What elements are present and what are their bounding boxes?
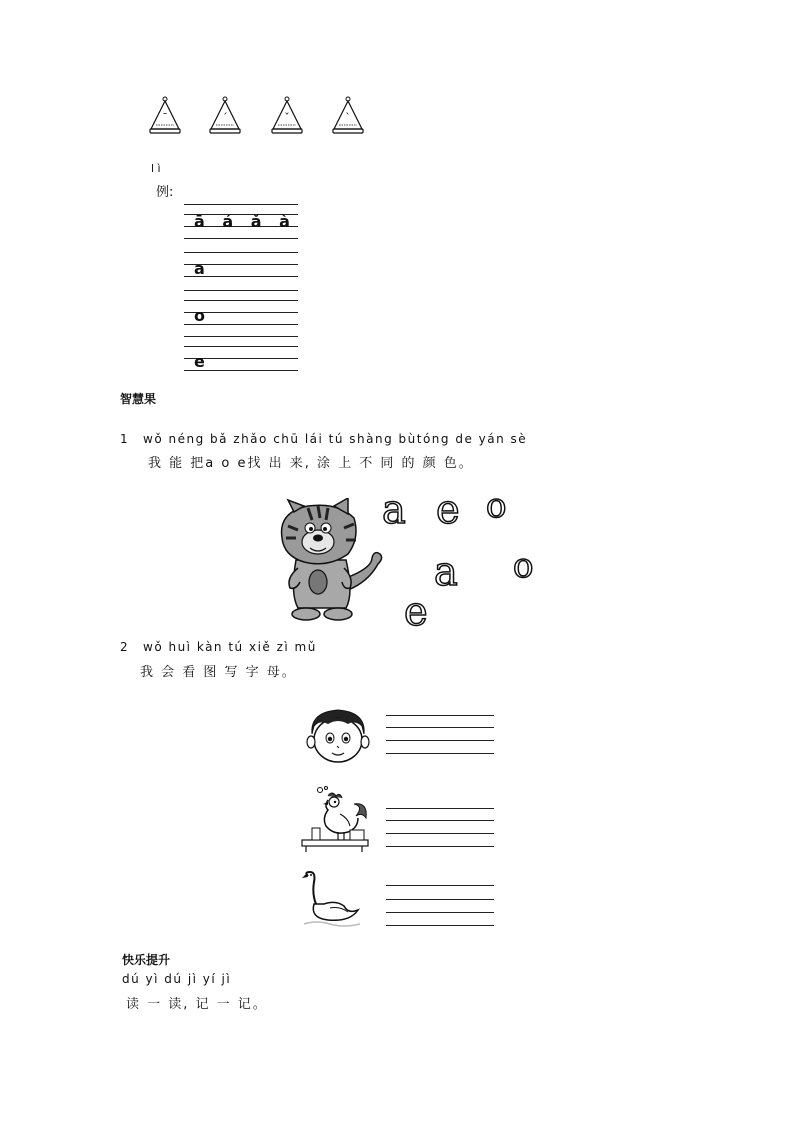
letter-a-1[interactable]: a [382, 487, 406, 533]
example-row-tones: ā á ǎ à [194, 212, 296, 231]
letter-e-2[interactable]: e [404, 589, 428, 635]
tone-mark: ˋ [345, 111, 351, 124]
task1-hanzi: 我 能 把a o e找 出 来, 涂 上 不 同 的 颜 色。 [148, 456, 474, 471]
writing-grid [184, 204, 298, 384]
rooster-picture [298, 784, 374, 854]
tone-hat-fourth [331, 96, 365, 136]
letter-o-2[interactable]: o [513, 546, 534, 586]
letter-e-1[interactable]: e [436, 487, 460, 533]
task2-hanzi: 我 会 看 图 写 字 母。 [140, 665, 297, 680]
child-face-picture [304, 706, 372, 766]
example-row-e: e [194, 352, 211, 371]
tone-mark: ˊ [222, 111, 228, 124]
tone-mark: ˇ [284, 111, 290, 124]
section-title-zhihuiguo: 智慧果 [120, 392, 157, 406]
tone-hat-first [148, 96, 182, 136]
kuaile-hanzi: 读 一 读, 记 一 记。 [126, 997, 268, 1012]
example-label: 例: [156, 185, 174, 200]
tiger-illustration [268, 498, 388, 626]
task2-pinyin: wǒ huì kàn tú xiě zì mǔ [143, 640, 317, 654]
section-title-kuaile: 快乐提升 [122, 953, 171, 967]
task1-number: 1 [120, 432, 130, 446]
letter-a-2[interactable]: a [434, 549, 458, 595]
example-row-a: a [194, 259, 211, 278]
task2-number: 2 [120, 640, 130, 654]
example-pinyin: l ì [151, 162, 161, 175]
task1-pinyin: wǒ néng bǎ zhǎo chū lái tú shàng bùtóng de yán sè [143, 432, 528, 446]
tone-mark: ¯ [162, 111, 168, 124]
example-row-o: o [194, 306, 211, 325]
swan-picture [300, 870, 364, 928]
kuaile-pinyin: dú yì dú jì yí jì [122, 972, 232, 986]
letter-o-1[interactable]: o [486, 486, 507, 526]
tone-hat-third [270, 96, 304, 136]
tone-hat-second [208, 96, 242, 136]
